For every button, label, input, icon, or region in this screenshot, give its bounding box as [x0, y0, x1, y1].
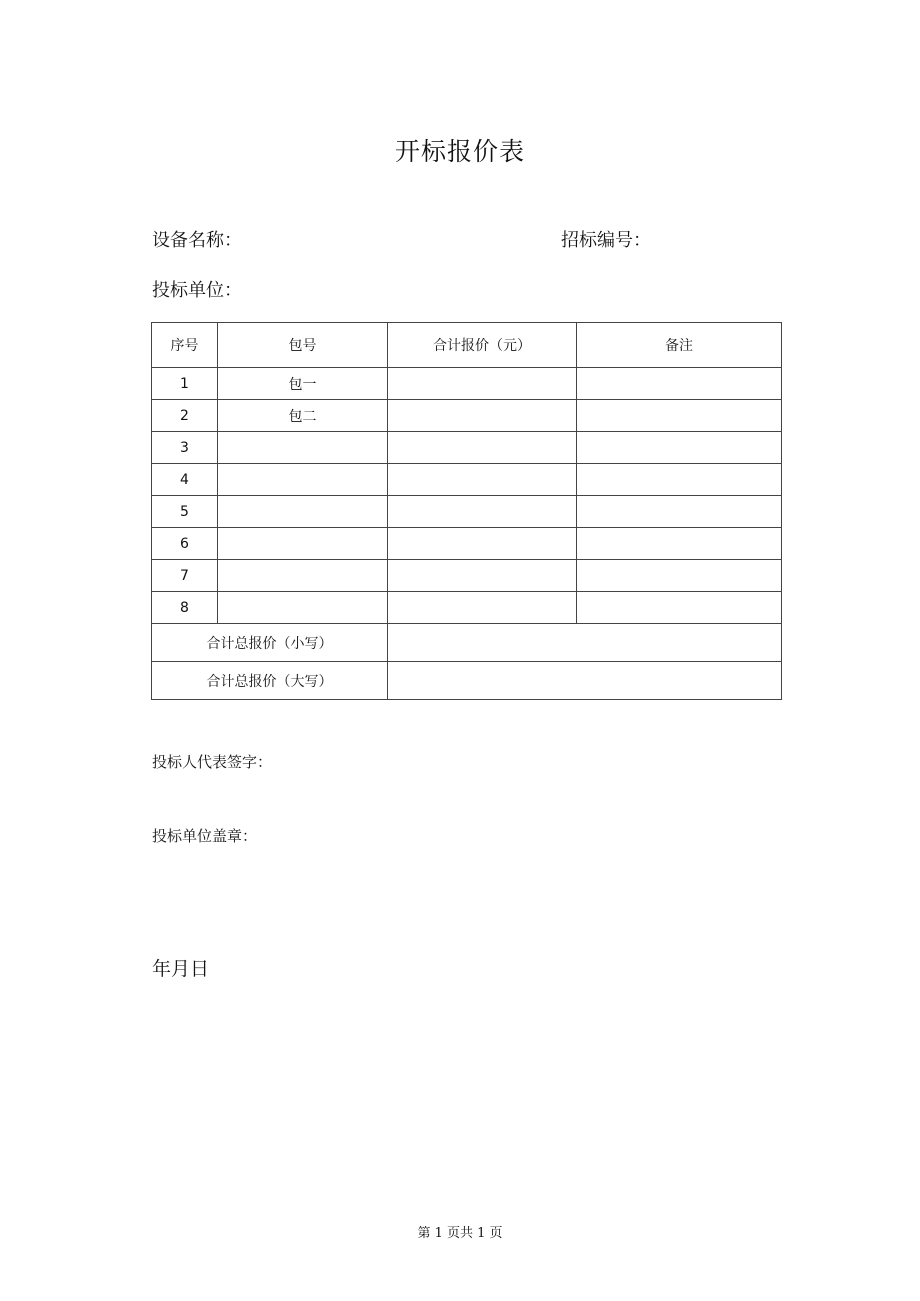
cell-price [388, 432, 577, 464]
cell-package [218, 496, 388, 528]
cell-no: 4 [152, 464, 218, 496]
cell-price [388, 464, 577, 496]
cell-note [577, 432, 782, 464]
header-package-no: 包号 [218, 323, 388, 368]
cell-package [218, 528, 388, 560]
cell-price [388, 528, 577, 560]
cell-note [577, 368, 782, 400]
quote-table [151, 322, 782, 700]
total-lower-label: 合计总报价（小写） [152, 624, 388, 662]
cell-package: 包一 [218, 368, 388, 400]
equipment-name-label: 设备名称： [152, 230, 242, 251]
table-row [152, 496, 782, 528]
cell-price [388, 592, 577, 624]
cell-price [388, 400, 577, 432]
cell-note [577, 464, 782, 496]
representative-signature-label: 投标人代表签字： [152, 753, 273, 771]
cell-no: 3 [152, 432, 218, 464]
cell-note [577, 496, 782, 528]
cell-package [218, 592, 388, 624]
total-upper-value [388, 662, 782, 700]
page-footer: 第 1 页共 1 页 [417, 1226, 503, 1241]
table-row [152, 400, 782, 432]
cell-note [577, 400, 782, 432]
cell-no: 8 [152, 592, 218, 624]
bid-number-label: 招标编号： [561, 230, 651, 251]
cell-price [388, 560, 577, 592]
table-row [152, 432, 782, 464]
bidder-unit-label: 投标单位： [152, 280, 242, 301]
total-lower-row [152, 624, 782, 662]
cell-no: 2 [152, 400, 218, 432]
table-row [152, 560, 782, 592]
cell-package: 包二 [218, 400, 388, 432]
table-row [152, 368, 782, 400]
cell-price [388, 496, 577, 528]
cell-no: 6 [152, 528, 218, 560]
cell-note [577, 592, 782, 624]
table-row [152, 528, 782, 560]
cell-no: 5 [152, 496, 218, 528]
cell-package [218, 464, 388, 496]
date-label: 年月日 [152, 958, 210, 980]
cell-package [218, 432, 388, 464]
table-row [152, 464, 782, 496]
cell-no: 7 [152, 560, 218, 592]
total-upper-label: 合计总报价（大写） [152, 662, 388, 700]
unit-seal-label: 投标单位盖章： [152, 827, 258, 845]
header-serial-no: 序号 [152, 323, 218, 368]
header-total-price: 合计报价（元） [388, 323, 577, 368]
header-remarks: 备注 [577, 323, 782, 368]
total-upper-row [152, 662, 782, 700]
total-lower-value [388, 624, 782, 662]
cell-note [577, 528, 782, 560]
cell-price [388, 368, 577, 400]
cell-note [577, 560, 782, 592]
table-header-row [152, 323, 782, 368]
cell-no: 1 [152, 368, 218, 400]
cell-package [218, 560, 388, 592]
table-row [152, 592, 782, 624]
page-title: 开标报价表 [394, 137, 525, 166]
